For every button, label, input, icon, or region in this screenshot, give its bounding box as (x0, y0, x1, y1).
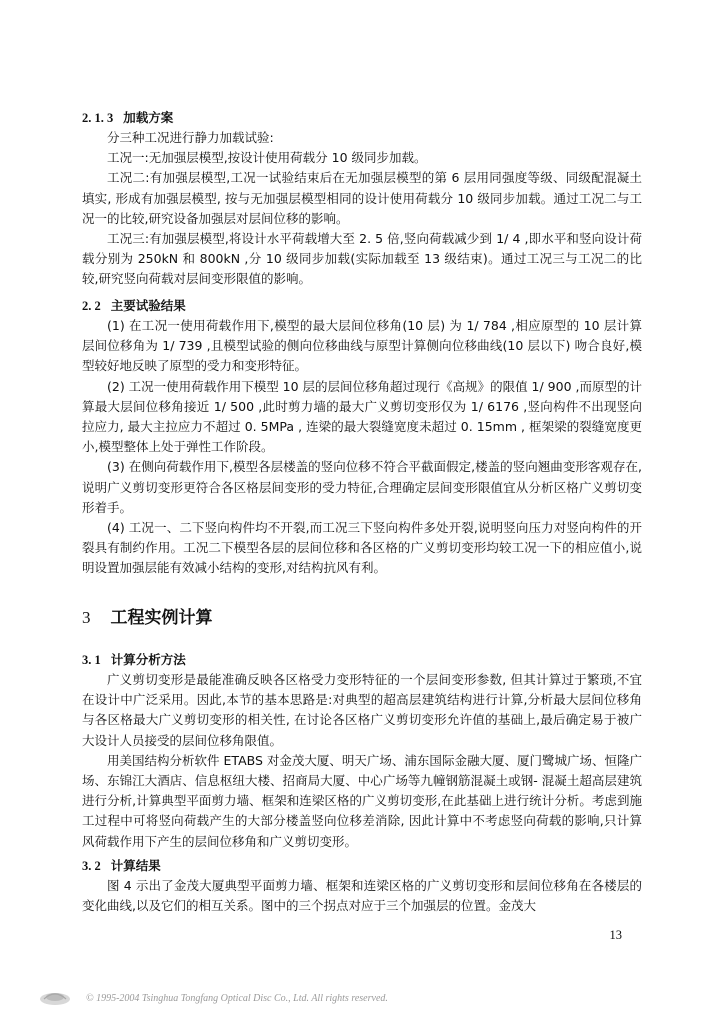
paragraph: (2) 工况一使用荷载作用下模型 10 层的层间位移角超过现行《高规》的限值 1/ 900 ,而原型的计算最大层间位移角接近 1/ 500 ,此时剪力墙的最大广义剪切变形仅为 1/ 6176 ,竖向构件不出现竖向拉应力, 最大主拉应力不超过 0. 5MPa , 连梁的最大裂缝宽度未超过 0. 15mm , 框架梁的裂缝宽度更小,模型整体上处于弹性工作阶段。 (82, 378, 642, 455)
paragraph: 工况一:无加强层模型,按设计使用荷载分 10 级同步加载。 (107, 150, 427, 166)
paragraph: 工况二:有加强层模型,工况一试验结束后在无加强层模型的第 6 层用同强度等级、同级配混凝土填实, 形成有加强层模型, 按与无加强层模型相同的设计使用荷载分 10 级同步加载。通过工况二与工况一的比较,研究设备加强层对层间位移的影响。 (82, 170, 642, 226)
publisher-logo-icon (38, 987, 72, 1007)
section-2-2 (82, 296, 642, 579)
section-number: 3. 2 (82, 859, 101, 873)
paragraph: 分三种工况进行静力加载试验: (107, 130, 274, 145)
section-3 (82, 606, 642, 630)
paragraph: (3) 在侧向荷载作用下,模型各层楼盖的竖向位移不符合平截面假定,楼盖的竖向翘曲变形客观存在,说明广义剪切变形更符合各区格层间变形的受力特征,合理确定层间变形限值宜从分析区格广义剪切变形着手。 (82, 459, 642, 515)
paragraph: (1) 在工况一使用荷载作用下,模型的最大层间位移角(10 层) 为 1/ 784 ,相应原型的 10 层计算层间位移角为 1/ 739 ,且模型试验的侧向位移曲线与原型计算侧向位移曲线(10 层以下) 吻合良好,模型较好地反映了原型的受力和变形特征。 (82, 318, 642, 374)
section-title: 计算结果 (110, 858, 161, 873)
section-number: 3. 1 (82, 653, 101, 667)
section-2-1-3 (82, 108, 642, 290)
paragraph: (4) 工况一、二下竖向构件均不开裂,而工况三下竖向构件多处开裂,说明竖向压力对竖向构件的开裂具有制约作用。工况二下模型各层的层间位移和各区格的广义剪切变形均较工况一下的相应值小,说明设置加强层能有效减小结构的变形,对结构抗风有利。 (82, 520, 642, 576)
copyright-footer: © 1995-2004 Tsinghua Tongfang Optical Disc Co., Ltd. All rights reserved. (86, 993, 388, 1004)
section-title: 主要试验结果 (110, 298, 186, 313)
section-3-1 (82, 650, 642, 852)
section-heading (82, 296, 642, 316)
section-title: 计算分析方法 (110, 652, 186, 667)
chapter-number: 3 (82, 608, 91, 627)
paragraph: 广义剪切变形是最能准确反映各区格受力变形特征的一个层间变形参数, 但其计算过于繁琐,不宜在设计中广泛采用。因此,本节的基本思路是:对典型的超高层建筑结构进行计算,分析最大层间位移角与各区格最大广义剪切变形的相关性, 在讨论各区格广义剪切变形允许值的基础上,最后确定易于被广大设计人员接受的层间位移角限值。 (82, 672, 642, 748)
paragraph: 用美国结构分析软件 ETABS 对金茂大厦、明天广场、浦东国际金融大厦、厦门鹭城广场、恒隆广场、东锦江大酒店、信息枢纽大楼、招商局大厦、中心广场等九幢钢筋混凝土或钢- 混凝土超高层建筑进行分析,计算典型平面剪力墙、框架和连梁区格的广义剪切变形,在此基础上进行统计分析。考虑到施工过程中可将竖向荷载产生的大部分楼盖竖向位移差消除, 因此计算中不考虑竖向荷载的影响,只计算风荷载作用下产生的层间位移角和广义剪切变形。 (82, 752, 642, 849)
section-title: 加载方案 (123, 110, 174, 125)
section-heading (82, 856, 642, 876)
paragraph: 工况三:有加强层模型,将设计水平荷载增大至 2. 5 倍,竖向荷载减少到 1/ 4 ,即水平和竖向设计荷载分别为 250kN 和 800kN ,分 10 级同步加载(实际加载至 13 级结束)。通过工况三与工况二的比较,研究竖向荷载对层间变形限值的影响。 (82, 231, 642, 287)
section-3-2 (82, 856, 642, 916)
page-number: 13 (609, 928, 622, 942)
chapter-title: 工程实例计算 (110, 608, 213, 628)
paragraph: 图 4 示出了金茂大厦典型平面剪力墙、框架和连梁区格的广义剪切变形和层间位移角在各楼层的变化曲线,以及它们的相互关系。图中的三个拐点对应于三个加强层的位置。金茂大 (82, 878, 642, 914)
chapter-heading (82, 606, 642, 630)
section-heading (82, 108, 642, 128)
section-number: 2. 2 (82, 299, 101, 313)
section-number: 2. 1. 3 (82, 111, 114, 125)
section-heading (82, 650, 642, 670)
